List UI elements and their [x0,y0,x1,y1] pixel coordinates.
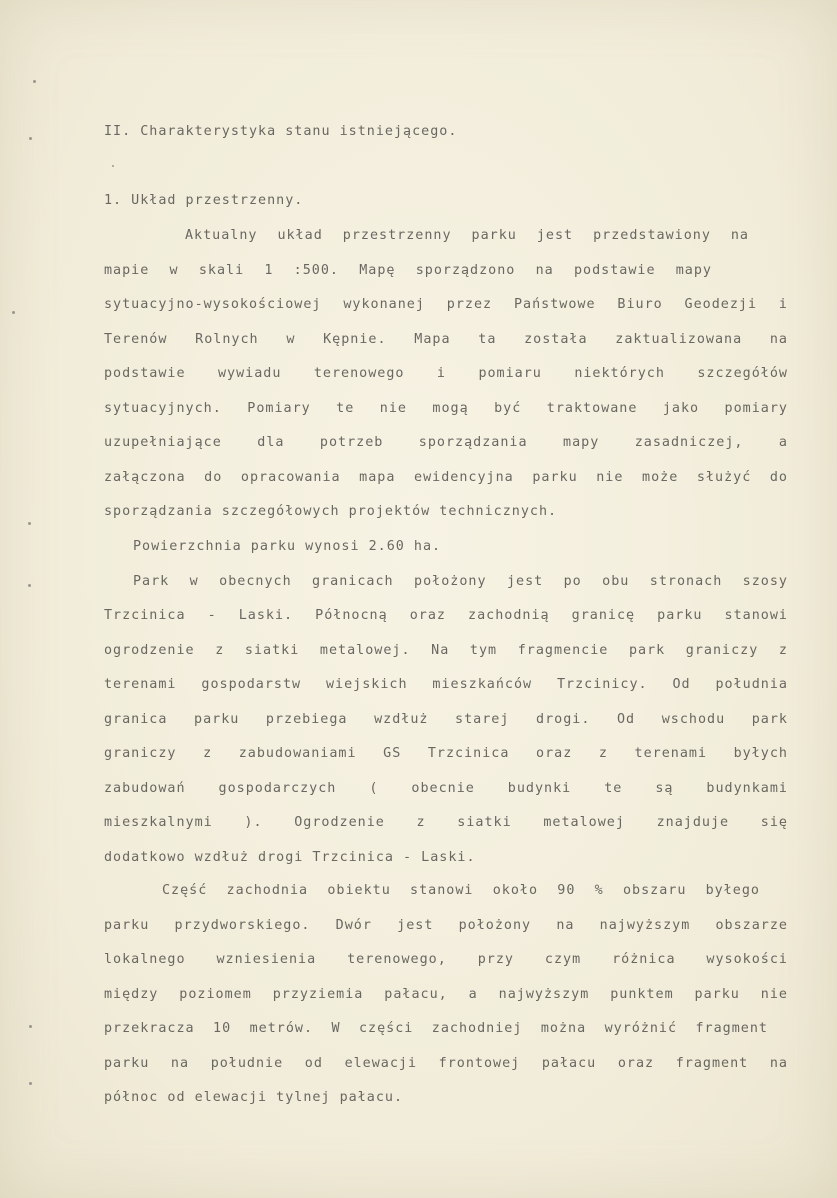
text-line: przekracza 10 metrów. W części zachodniej można wyróżnić fragment [104,1021,768,1036]
text-line: lokalnego wzniesienia terenowego, przy czym różnica wysokości [104,952,788,967]
text-line: sporządzania szczegółowych projektów technicznych. [104,504,558,519]
scan-speck [29,137,32,140]
text-line: sytuacyjnych. Pomiary te nie mogą być traktowane jako pomiary [104,401,788,416]
text-line: Terenów Rolnych w Kępnie. Mapa ta została zaktualizowana na [104,332,788,347]
scan-speck [29,1082,32,1085]
text-line: parku na południe od elewacji frontowej pałacu oraz fragment na [104,1056,788,1071]
scan-speck [33,80,36,83]
text-line: uzupełniające dla potrzeb sporządzania mapy zasadniczej, a [104,435,788,450]
text-line: Park w obecnych granicach położony jest po obu stronach szosy [133,574,788,589]
text-line: parku przydworskiego. Dwór jest położony na najwyższym obszarze [104,918,788,933]
scan-speck [112,165,114,167]
text-line: Aktualny układ przestrzenny parku jest przedstawiony na [185,228,749,243]
text-line: mieszkalnymi ). Ogrodzenie z siatki metalowej znajduje się [104,815,788,830]
text-line: Część zachodnia obiektu stanowi około 90 % obszaru byłego [162,883,760,898]
text-line: Powierzchnia parku wynosi 2.60 ha. [133,539,442,554]
scan-speck [28,584,31,587]
text-line: granica parku przebiega wzdłuż starej drogi. Od wschodu park [104,712,788,727]
scan-speck [29,1025,32,1028]
text-line: ogrodzenie z siatki metalowej. Na tym fragmencie park graniczy z [104,643,788,658]
scan-speck [28,522,31,525]
text-line: północ od elewacji tylnej pałacu. [104,1090,404,1105]
text-line: Trzcinica - Laski. Północną oraz zachodnią granicę parku stanowi [104,608,788,623]
section-title: II. Charakterystyka stanu istniejącego. [104,124,458,139]
text-line: terenami gospodarstw wiejskich mieszkańców Trzcinicy. Od południa [104,677,788,692]
subsection-title: 1. Układ przestrzenny. [104,193,304,208]
text-line: mapie w skali 1 :500. Mapę sporządzono na podstawie mapy [104,263,712,278]
text-line: podstawie wywiadu terenowego i pomiaru niektórych szczegółów [104,366,788,381]
text-line: załączona do opracowania mapa ewidencyjna parku nie może służyć do [104,470,788,485]
text-line: sytuacyjno-wysokościowej wykonanej przez Państwowe Biuro Geodezji i [104,297,788,312]
scan-speck [12,311,15,314]
text-line: zabudowań gospodarczych ( obecnie budynki te są budynkami [104,781,788,796]
text-line: graniczy z zabudowaniami GS Trzcinica oraz z terenami byłych [104,746,788,761]
text-line: między poziomem przyziemia pałacu, a najwyższym punktem parku nie [104,987,788,1002]
text-line: dodatkowo wzdłuż drogi Trzcinica - Laski. [104,850,476,865]
